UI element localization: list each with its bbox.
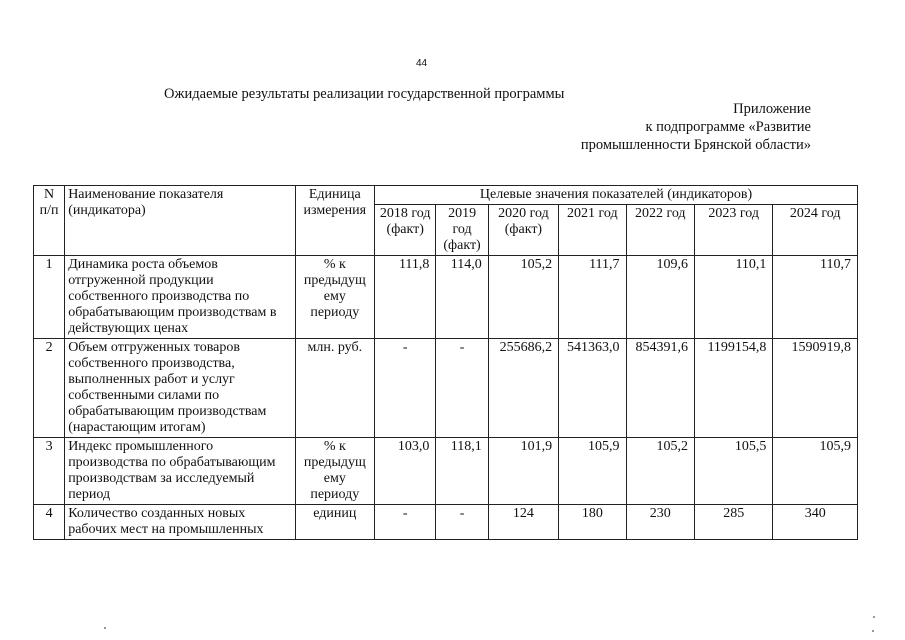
- header-name: Наименование показателя (индикатора): [65, 186, 295, 256]
- value-2021: 180: [559, 505, 626, 540]
- header-year-2023: 2023 год: [694, 205, 772, 256]
- value-2022: 109,6: [626, 256, 694, 339]
- scan-speck: [104, 627, 106, 629]
- row-num: 4: [34, 505, 65, 540]
- unit: млн. руб.: [295, 339, 374, 438]
- appendix-line-1: Приложение: [733, 101, 811, 117]
- value-2019: 114,0: [436, 256, 488, 339]
- value-2019: -: [436, 339, 488, 438]
- value-2021: 105,9: [559, 438, 626, 505]
- appendix-note: [581, 100, 811, 154]
- unit: % к предыдущ ему периоду: [295, 438, 374, 505]
- scan-speck: [872, 630, 874, 632]
- scan-speck: [873, 616, 875, 618]
- appendix-line-2: к подпрограмме «Развитие: [645, 119, 811, 135]
- row-num: 2: [34, 339, 65, 438]
- unit: % к предыдущ ему периоду: [295, 256, 374, 339]
- indicator-name: Объем отгруженных товаров собственного производства, выполненных работ и услуг собственными силами по обрабатывающим производствам (нарастающим итогам): [65, 339, 295, 438]
- value-2023: 1199154,8: [694, 339, 772, 438]
- header-year-2018: 2018 год (факт): [375, 205, 436, 256]
- value-2019: -: [436, 505, 488, 540]
- value-2020: 105,2: [488, 256, 558, 339]
- table-row: [34, 339, 858, 438]
- page-number: 44: [416, 58, 428, 69]
- header-year-2021: 2021 год: [559, 205, 626, 256]
- value-2018: -: [375, 505, 436, 540]
- value-2024: 340: [773, 505, 858, 540]
- value-2023: 285: [694, 505, 772, 540]
- value-2023: 105,5: [694, 438, 772, 505]
- indicator-name: Индекс промышленного производства по обрабатывающим производствам за исследуемый период: [65, 438, 295, 505]
- header-year-2020: 2020 год (факт): [488, 205, 558, 256]
- value-2023: 110,1: [694, 256, 772, 339]
- value-2020: 255686,2: [488, 339, 558, 438]
- value-2019: 118,1: [436, 438, 488, 505]
- row-num: 1: [34, 256, 65, 339]
- header-target-group: Целевые значения показателей (индикаторов): [375, 186, 858, 205]
- value-2020: 124: [488, 505, 558, 540]
- value-2020: 101,9: [488, 438, 558, 505]
- value-2022: 230: [626, 505, 694, 540]
- value-2022: 854391,6: [626, 339, 694, 438]
- value-2021: 541363,0: [559, 339, 626, 438]
- indicator-name: Динамика роста объемов отгруженной продукции собственного производства по обрабатывающим производствам в действующих ценах: [65, 256, 295, 339]
- indicators-table: [33, 185, 858, 540]
- value-2021: 111,7: [559, 256, 626, 339]
- header-unit: Единица измерения: [295, 186, 374, 256]
- header-year-2024: 2024 год: [773, 205, 858, 256]
- value-2024: 1590919,8: [773, 339, 858, 438]
- header-year-2022: 2022 год: [626, 205, 694, 256]
- row-num: 3: [34, 438, 65, 505]
- table-row: [34, 256, 858, 339]
- value-2018: 103,0: [375, 438, 436, 505]
- value-2018: 111,8: [375, 256, 436, 339]
- table-row: [34, 505, 858, 540]
- unit: единиц: [295, 505, 374, 540]
- appendix-line-3: промышленности Брянской области»: [580, 137, 811, 153]
- header-num: N п/п: [34, 186, 65, 256]
- header-row-1: [34, 186, 858, 205]
- indicator-name: Количество созданных новых рабочих мест на промышленных: [65, 505, 295, 540]
- value-2022: 105,2: [626, 438, 694, 505]
- value-2018: -: [375, 339, 436, 438]
- value-2024: 110,7: [773, 256, 858, 339]
- table-row: [34, 438, 858, 505]
- value-2024: 105,9: [773, 438, 858, 505]
- header-year-2019: 2019 год (факт): [436, 205, 488, 256]
- document-title: Ожидаемые результаты реализации государственной программы: [164, 86, 565, 102]
